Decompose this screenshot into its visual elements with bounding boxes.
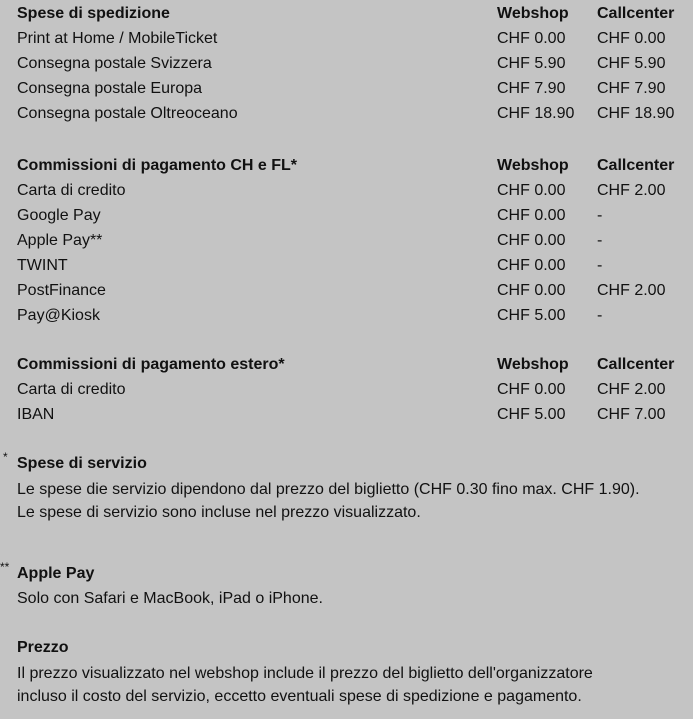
payment-fees-abroad-table <box>0 352 693 427</box>
row-label: Print at Home / MobileTicket <box>17 30 218 47</box>
callcenter-price: - <box>597 257 603 274</box>
column-header-callcenter: Callcenter <box>597 356 675 373</box>
note-line: incluso il costo del servizio, eccetto eventuali spese di spedizione e pagamento. <box>17 688 582 705</box>
section-title: Commissioni di pagamento estero* <box>17 356 285 373</box>
note-title: Apple Pay <box>17 565 95 582</box>
column-header-callcenter: Callcenter <box>597 5 675 22</box>
payment-fees-ch-table <box>0 153 693 328</box>
row-label: Google Pay <box>17 207 101 224</box>
note-line: Solo con Safari e MacBook, iPad o iPhone. <box>17 590 323 607</box>
row-label: Carta di credito <box>17 381 126 398</box>
note-text <box>17 662 689 708</box>
callcenter-price: - <box>597 232 603 249</box>
table-header <box>0 1 693 26</box>
row-label: Consegna postale Europa <box>17 80 203 97</box>
table-row <box>0 101 693 126</box>
note-line: Le spese di servizio sono incluse nel prezzo visualizzato. <box>17 504 421 521</box>
table-row <box>0 253 693 278</box>
callcenter-price: CHF 2.00 <box>597 381 666 398</box>
callcenter-price: CHF 2.00 <box>597 182 666 199</box>
webshop-price: CHF 5.00 <box>497 406 566 423</box>
webshop-price: CHF 5.90 <box>497 55 566 72</box>
callcenter-price: - <box>597 307 603 324</box>
webshop-price: CHF 0.00 <box>497 257 566 274</box>
table-row <box>0 377 693 402</box>
row-label: Carta di credito <box>17 182 126 199</box>
row-label: Consegna postale Oltreoceano <box>17 105 238 122</box>
column-header-webshop: Webshop <box>497 5 569 22</box>
column-header-webshop: Webshop <box>497 356 569 373</box>
webshop-price: CHF 0.00 <box>497 30 566 47</box>
webshop-price: CHF 18.90 <box>497 105 575 122</box>
table-row <box>0 178 693 203</box>
table-row <box>0 228 693 253</box>
webshop-price: CHF 0.00 <box>497 381 566 398</box>
note-title: Spese di servizio <box>17 455 147 472</box>
table-row <box>0 303 693 328</box>
callcenter-price: CHF 2.00 <box>597 282 666 299</box>
webshop-price: CHF 5.00 <box>497 307 566 324</box>
row-label: PostFinance <box>17 282 106 299</box>
note-line: Il prezzo visualizzato nel webshop include il prezzo del biglietto dell'organizzatore <box>17 665 593 682</box>
table-header <box>0 352 693 377</box>
footnote-mark: * <box>3 450 8 464</box>
webshop-price: CHF 0.00 <box>497 207 566 224</box>
callcenter-price: - <box>597 207 603 224</box>
column-header-callcenter: Callcenter <box>597 157 675 174</box>
column-header-webshop: Webshop <box>497 157 569 174</box>
row-label: IBAN <box>17 406 55 423</box>
footnote-mark: ** <box>0 560 10 574</box>
table-row <box>0 402 693 427</box>
callcenter-price: CHF 5.90 <box>597 55 666 72</box>
webshop-price: CHF 0.00 <box>497 182 566 199</box>
table-row <box>0 51 693 76</box>
table-row <box>0 203 693 228</box>
row-label: Pay@Kiosk <box>17 307 100 324</box>
section-title: Spese di spedizione <box>17 5 170 22</box>
row-label: TWINT <box>17 257 68 274</box>
callcenter-price: CHF 0.00 <box>597 30 666 47</box>
callcenter-price: CHF 18.90 <box>597 105 675 122</box>
section-title: Commissioni di pagamento CH e FL* <box>17 157 298 174</box>
webshop-price: CHF 0.00 <box>497 282 566 299</box>
note-title: Prezzo <box>17 639 69 656</box>
row-label: Apple Pay** <box>17 232 103 249</box>
note-line: Le spese die servizio dipendono dal prezzo del biglietto (CHF 0.30 fino max. CHF 1.90). <box>17 481 640 498</box>
table-row <box>0 26 693 51</box>
shipping-fees-table <box>0 1 693 126</box>
table-header <box>0 153 693 178</box>
table-row <box>0 278 693 303</box>
callcenter-price: CHF 7.00 <box>597 406 666 423</box>
table-row <box>0 76 693 101</box>
webshop-price: CHF 0.00 <box>497 232 566 249</box>
callcenter-price: CHF 7.90 <box>597 80 666 97</box>
row-label: Consegna postale Svizzera <box>17 55 212 72</box>
webshop-price: CHF 7.90 <box>497 80 566 97</box>
note-text <box>17 478 689 524</box>
note-text <box>17 587 689 610</box>
